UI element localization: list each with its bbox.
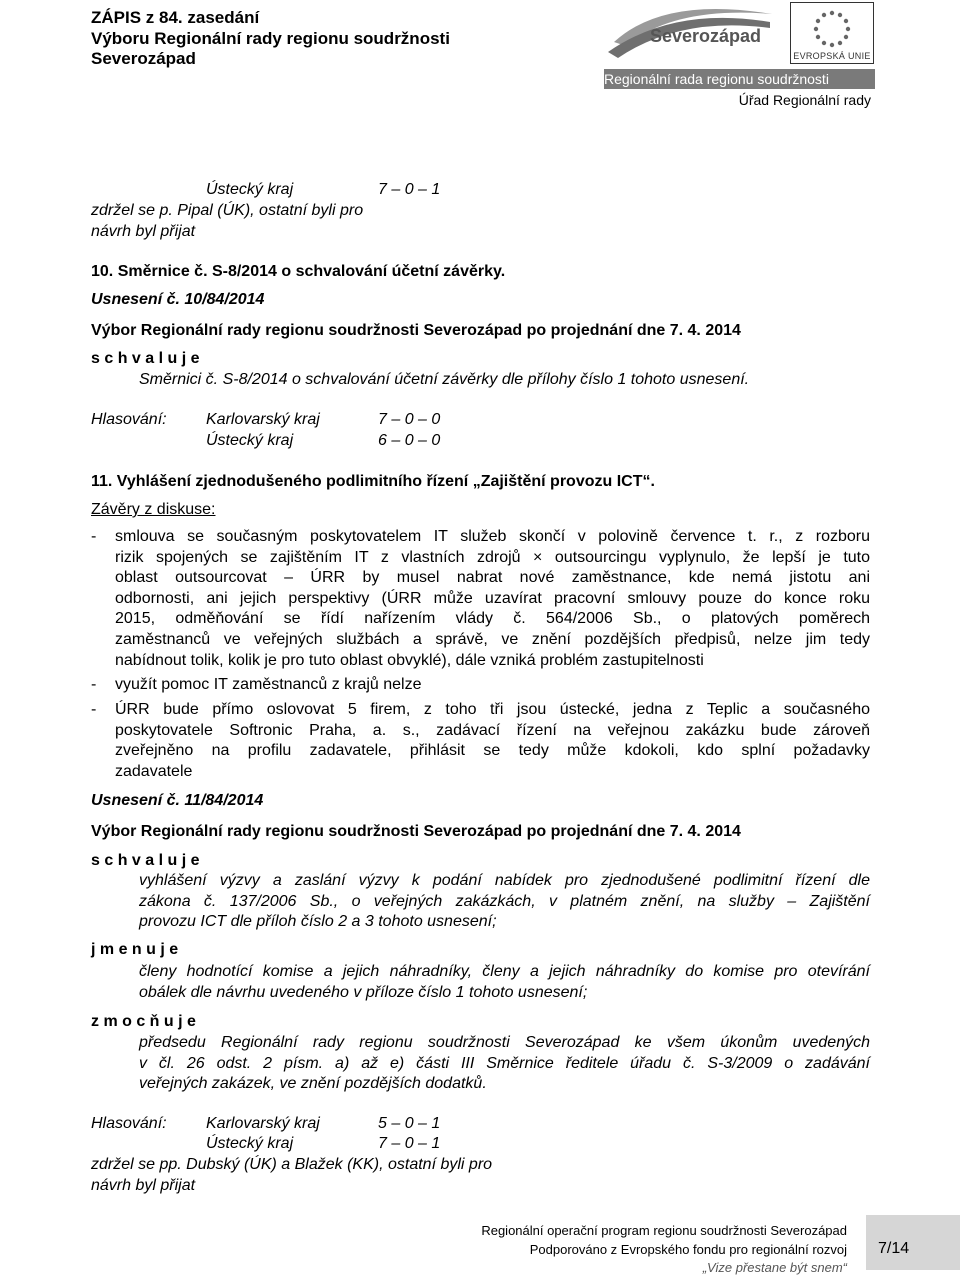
carry-vote-note: zdržel se p. Pipal (ÚK), ostatní byli pro [91, 202, 364, 219]
svg-text:Severozápad: Severozápad [650, 26, 762, 46]
item11-conclusions-label [91, 500, 215, 520]
item11-heading: 11. Vyhlášení zjednodušeného podlimitního řízení „Zajištění provozu ICT“. [91, 473, 655, 490]
text3-line: předsedu Regionální rady regionu soudržnosti Severozápad ke všem úkonům uvedených [139, 1034, 870, 1051]
item10-heading: 10. Směrnice č. S-8/2014 o schvalování účetní závěrky. [91, 263, 506, 280]
footer-line-1: Regionální operační program regionu soudržnosti Severozápad [481, 1223, 847, 1238]
text2-line: členy hodnotící komise a jejich náhradníky, členy a jejich náhradníky do komise pro otevírání [139, 963, 870, 980]
item11-verb2: j m e n u j e [91, 941, 179, 958]
bullet3-line: zadavatele [115, 762, 193, 780]
text3-line: v čl. 26 odst. 2 písm. a) až e) části III Směrnice ředitele úřadu č. S-3/2009 o zadávání [139, 1054, 870, 1072]
text3-line: veřejných zakázek, ve znění pozdějších dodatků. [139, 1075, 487, 1093]
item11-text1 [139, 871, 870, 933]
eu-label: EVROPSKÁ UNIE [793, 51, 871, 61]
item10-resolution: Usnesení č. 10/84/2014 [91, 291, 265, 308]
item11-vote-label: Hlasování: [91, 1115, 167, 1132]
item10-vote1-region: Karlovarský kraj [206, 411, 320, 428]
document-title [91, 8, 450, 70]
item11-bullet2: využít pomoc IT zaměstnanců z krajů nelze [115, 676, 422, 693]
carry-vote-region: Ústecký kraj [206, 181, 294, 198]
item11-committee: Výbor Regionální rady regionu soudržnosti Severozápad po projednání dne 7. 4. 2014 [91, 823, 741, 840]
title-line-1: ZÁPIS z 84. zasedání [91, 8, 260, 27]
bullet-dash: - [91, 701, 97, 718]
item11-vote1-result: 5 – 0 – 1 [378, 1115, 441, 1132]
footer-line-2: Podporováno z Evropského fondu pro regionální rozvoj [529, 1241, 847, 1257]
header-bar-text: Regionální rada regionu soudržnosti Severozápad [604, 71, 829, 103]
text1-line: vyhlášení výzvy a zaslání výzvy k podání nabídek pro zjednodušené podlimitní řízení dle [139, 872, 870, 889]
eu-emblem [790, 2, 874, 64]
bullet1-line: rizik spojených se zajištěním IT z vlastních zdrojů × outsourcingu vyplynulo, že lepší je tuto [115, 548, 870, 566]
item11-bullet1 [115, 527, 870, 671]
carry-vote-outcome: návrh byl přijat [91, 223, 196, 240]
conclusions-label-text: Závěry z diskuse: [91, 501, 216, 518]
eu-stars-icon [799, 7, 865, 51]
item10-verb: s c h v a l u j e [91, 350, 200, 367]
page-number-box [866, 1215, 960, 1270]
item10-vote2-region: Ústecký kraj [206, 432, 294, 449]
item11-vote2-result: 7 – 0 – 1 [378, 1135, 441, 1152]
item11-vote-note: zdržel se pp. Dubský (ÚK) a Blažek (KK), ostatní byli pro [91, 1156, 493, 1173]
item10-vote-label: Hlasování: [91, 411, 167, 428]
item11-vote2-region: Ústecký kraj [206, 1135, 294, 1152]
item11-verb1: s c h v a l u j e [91, 852, 200, 869]
text2-line: obálek dle návrhu uvedeného v příloze číslo 1 tohoto usnesení; [139, 983, 588, 1001]
bullet1-line: oblast outsourcovat – ÚRR by musel nabrat nové zaměstnance, kde nemá jistotu ani [115, 569, 870, 587]
bullet-dash: - [91, 528, 97, 545]
carry-vote-result: 7 – 0 – 1 [378, 181, 441, 198]
text1-line: zákona č. 137/2006 Sb., o veřejných zakázkách, v platném znění, na služby – Zajištění [139, 892, 870, 910]
item11-vote-outcome: návrh byl přijat [91, 1177, 196, 1194]
item11-verb3: z m o c ň u j e [91, 1013, 196, 1030]
bullet1-line: odbornosti, ani jejich perspektivy (ÚRR může uzavírat pracovní smlouvy pouze do konce roku [115, 589, 870, 607]
bullet1-line: 2015, odměňování se řídí nařízením vlády č. 564/2006 Sb., o platových poměrech [115, 610, 870, 628]
item10-text: Směrnici č. S-8/2014 o schvalování účetní závěrky dle přílohy číslo 1 tohoto usnesení. [139, 371, 750, 388]
item11-vote1-region: Karlovarský kraj [206, 1115, 320, 1132]
item10-vote1-result: 7 – 0 – 0 [378, 411, 441, 428]
title-line-2: Výboru Regionální rady regionu soudržnosti [91, 28, 450, 48]
bullet3-line: ÚRR bude přímo oslovovat 5 firem, z toho tři jsou ústecké, jedna z Teplic a současného [115, 701, 870, 718]
text1-line: provozu ICT dle příloh číslo 2 a 3 tohoto usnesení; [139, 913, 497, 931]
bullet1-line: smlouva se současným poskytovatelem IT služeb skončí v polovině července t. r., z rozboru [115, 528, 870, 545]
item11-bullet3 [115, 700, 870, 782]
title-line-3: Severozápad [91, 49, 196, 68]
item11-resolution: Usnesení č. 11/84/2014 [91, 792, 264, 809]
item11-text3 [139, 1033, 870, 1095]
footer [481, 1222, 847, 1278]
bullet-dash: - [91, 676, 97, 693]
bullet1-line: zaměstnanců ve veřejných službách a správě, ve znění pozdějších předpisů, nelze jim tedy [115, 630, 870, 648]
item10-committee: Výbor Regionální rady regionu soudržnosti Severozápad po projednání dne 7. 4. 2014 [91, 322, 741, 339]
bullet1-line: nabídnout tolik, kolik je pro tuto oblast obvyklé), dále vzniká problém zastupitelnosti [115, 651, 704, 669]
footer-motto: „Vize přestane být snem“ [702, 1260, 847, 1275]
item11-text2 [139, 962, 870, 1003]
item10-vote2-result: 6 – 0 – 0 [378, 432, 441, 449]
bullet3-line: zveřejněno na profilu zadavatele, přihlásit se tedy může kdokoli, kdo splní požadavky [115, 742, 870, 760]
bullet3-line: poskytovatele Softronic Praha, a. s., zadávací řízení na veřejnou zakázku bude zároveň [115, 721, 870, 739]
severozapad-logo [604, 2, 776, 64]
page-number: 7/14 [878, 1240, 910, 1257]
header-office: Úřad Regionální rady [738, 92, 871, 108]
